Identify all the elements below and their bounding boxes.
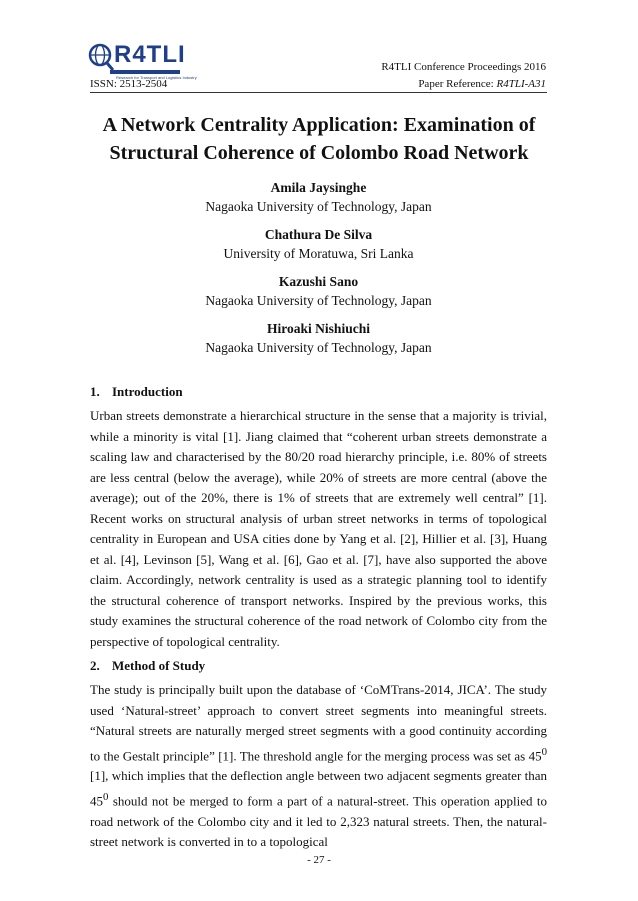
author-affiliation: University of Moratuwa, Sri Lanka — [223, 246, 414, 261]
paragraph-part: The study is principally built upon the database of ‘CoMTrans-2014, JICA’. The study used ‘Natural-street’ approach to convert street segments into meaningful streets. “Natural streets are naturally merged street segments with a good continuity according to the Gestalt principle” [1]. The threshold angle for the merging process was set as 45 — [90, 682, 547, 763]
paper-reference-label: Paper Reference: — [418, 78, 497, 90]
author-affiliation: Nagaoka University of Technology, Japan — [205, 199, 432, 214]
author-block — [90, 225, 547, 263]
r4tli-logo — [88, 40, 198, 82]
author-name: Chathura De Silva — [264, 227, 373, 242]
author-block — [90, 319, 547, 357]
title-line-2: Structural Coherence of Colombo Road Network — [109, 142, 529, 164]
section-paragraph: Urban streets demonstrate a hierarchical structure in the sense that a majority is trivial, while a minority is vital [1]. Jiang claimed that “coherent urban streets demonstrate a scaling law and characterised by the 80/20 road hierarchy principle, i.e. 80% of streets are less central (below the average), while 20% of streets are more central (above the average); out of the 20%, there is 1% of streets that are extremely well central” [1]. Recent works on structural analysis of urban street networks in terms of topological centrality in European and USA cities done by Yang et al. [2], Hillier et al. [3], Huang et al. [4], Levinson [5], Wang et al. [6], Gao et al. [7], have also supported the above claim. Accordingly, network centrality is used as a strategic planning tool to identify the structural coherence of transport networks. Inspired by the previous works, this study examines the structural coherence of the road network of Colombo city from the perspective of topological centrality. — [90, 408, 547, 649]
paper-reference — [418, 78, 546, 90]
paragraph-part: should not be merged to form a part of a natural-street. This operation applied to road network of the Colombo city and it led to 2,323 natural streets. Then, the natural-street network is converted in to a topological — [90, 793, 547, 850]
author-name: Amila Jaysinghe — [270, 180, 367, 195]
author-block — [90, 272, 547, 310]
section-heading — [90, 384, 547, 400]
page-number: - 27 - — [307, 854, 331, 866]
logo-subtext: Research for Transport and Logistics Industry — [116, 75, 197, 80]
section-title: Introduction — [112, 384, 183, 399]
header-rule — [90, 92, 547, 93]
degree-superscript: 0 — [103, 790, 109, 803]
section-method — [90, 658, 547, 853]
section-introduction — [90, 384, 547, 652]
section-number: 2. — [90, 658, 100, 673]
author-name: Hiroaki Nishiuchi — [267, 321, 370, 336]
title-line-1: A Network Centrality Application: Examination of — [102, 114, 536, 136]
author-name: Kazushi Sano — [278, 274, 359, 289]
conference-name: R4TLI Conference Proceedings 2016 — [381, 61, 546, 73]
section-paragraph — [90, 680, 547, 853]
author-list — [90, 178, 547, 366]
section-heading — [90, 658, 547, 674]
logo-bar — [110, 70, 180, 74]
paper-title — [70, 111, 568, 167]
author-block — [90, 178, 547, 216]
author-affiliation: Nagaoka University of Technology, Japan — [205, 340, 432, 355]
author-affiliation: Nagaoka University of Technology, Japan — [205, 293, 432, 308]
section-number: 1. — [90, 384, 100, 399]
paragraph-part: [1], which implies that the deflection angle between two adjacent segments greater than 45 — [90, 768, 547, 809]
globe-icon — [88, 42, 114, 72]
logo-text: R4TLI — [114, 41, 186, 68]
issn: ISSN: 2513-2504 — [90, 78, 168, 90]
section-title: Method of Study — [112, 658, 206, 673]
paper-reference-value: R4TLI-A31 — [496, 78, 546, 90]
degree-superscript: 0 — [541, 745, 547, 758]
